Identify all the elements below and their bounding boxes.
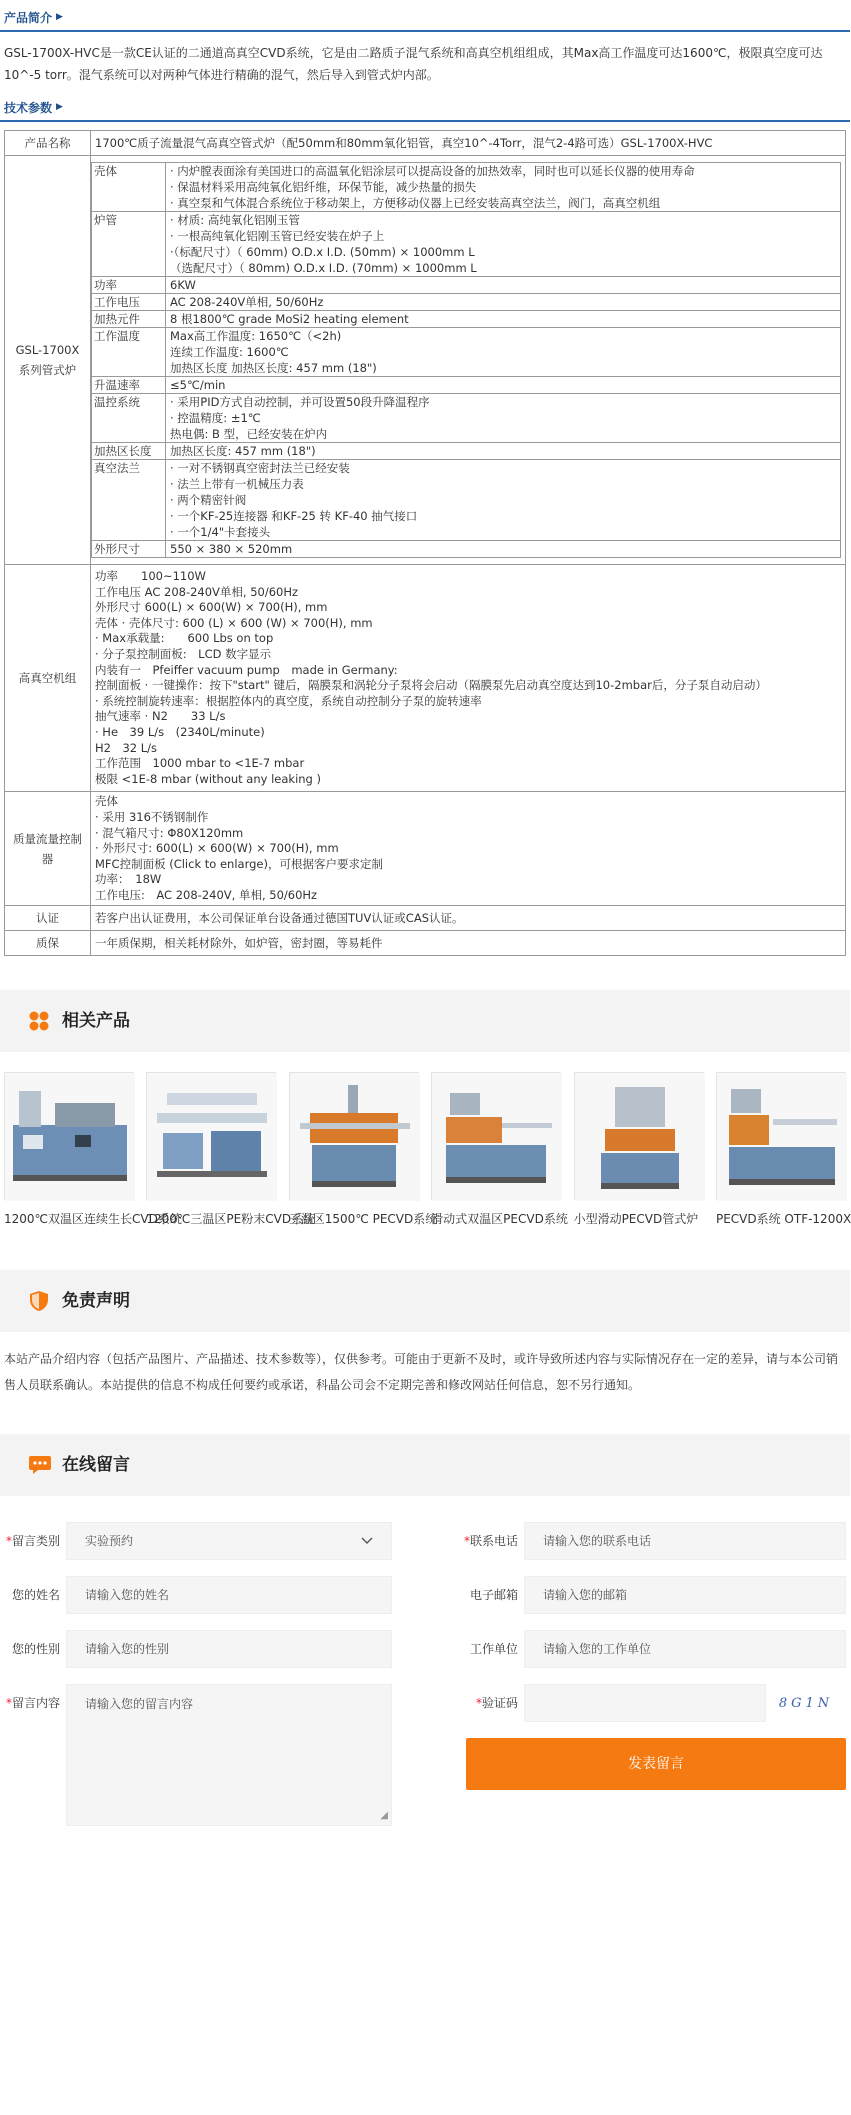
- mfc-line: 工作电压: AC 208-240V, 单相, 50/60Hz: [95, 887, 318, 902]
- gender-row: [4, 1630, 392, 1668]
- type-row: [4, 1522, 392, 1560]
- message-form: [0, 1496, 850, 1826]
- furnace-row: [92, 541, 841, 558]
- product-image[interactable]: [431, 1072, 561, 1200]
- furnace-value: [166, 377, 841, 394]
- spec-name-label: 产品名称: [5, 131, 91, 156]
- related-product-card[interactable]: [146, 1072, 316, 1228]
- spec-row-warranty: [5, 931, 846, 956]
- content-textarea[interactable]: [66, 1684, 392, 1826]
- vacuum-line: 内装有一 Pfeiffer vacuum pump made in Germany:: [95, 662, 398, 677]
- captcha-input[interactable]: [524, 1684, 766, 1722]
- message-title: 在线留言: [62, 1454, 130, 1475]
- furnace-row: [92, 443, 841, 460]
- product-image[interactable]: [146, 1072, 276, 1200]
- intro-heading-bar: [0, 6, 850, 32]
- furnace-value-line: · 真空泵和气体混合系统位于移动架上，方便移动仪器上已经安装高真空法兰，阀门，高真空机组: [170, 196, 661, 210]
- furnace-row: [92, 460, 841, 541]
- type-select-value: 实验预约: [85, 1534, 134, 1549]
- furnace-key: 温控系统: [92, 394, 166, 443]
- intro-text: GSL-1700X-HVC是一款CE认证的二通道高真空CVD系统，它是由二路质子混气系统和高真空机组组成，其Max高工作温度可达1600℃，极限真空度可达10^-5 torr。混气系统可以对两种气体进行精确的混气，然后导入到管式炉内部。: [4, 46, 823, 82]
- furnace-value-line: ≤5℃/min: [170, 378, 226, 392]
- phone-label: *联系电话: [463, 1534, 518, 1549]
- product-name[interactable]: 滑动式双温区PECVD系统: [431, 1212, 568, 1227]
- disclaimer-title-bar: [0, 1270, 850, 1332]
- spec-row-name: [5, 131, 846, 156]
- mfc-lines: [95, 794, 841, 903]
- vacuum-lines: [95, 569, 841, 787]
- furnace-value: [166, 163, 841, 212]
- furnace-value-line: 550 × 380 × 520mm: [170, 542, 293, 556]
- spec-furnace-cell: [91, 156, 846, 565]
- spec-row-furnace: [5, 156, 846, 565]
- furnace-subtable: [91, 162, 841, 558]
- captcha-text: 8G1N: [778, 1695, 834, 1711]
- furnace-value-line: 加热区长度 加热区长度: 457 mm (18"): [170, 361, 377, 375]
- shield-icon: [28, 1290, 50, 1312]
- furnace-value-line: · 两个精密针阀: [170, 493, 247, 507]
- furnace-value: [166, 212, 841, 277]
- vacuum-line: 功率 100~110W: [95, 569, 206, 583]
- caret-right-icon: ▶: [56, 12, 63, 23]
- furnace-value-line: 6KW: [170, 278, 196, 292]
- furnace-value-line: 热电偶: B 型，已经安装在炉内: [170, 427, 328, 441]
- furnace-key: 功率: [92, 277, 166, 294]
- furnace-key: 炉管: [92, 212, 166, 277]
- vacuum-line: 工作电压 AC 208-240V单相, 50/60Hz: [95, 584, 299, 599]
- furnace-row: [92, 377, 841, 394]
- furnace-key: 外形尺寸: [92, 541, 166, 558]
- mfc-line: · 采用 316不锈钢制作: [95, 809, 209, 824]
- furnace-value-line: 8 根1800℃ grade MoSi2 heating element: [170, 312, 409, 326]
- product-name[interactable]: 三温区1500℃ PECVD系统: [288, 1212, 438, 1227]
- vacuum-line: 极限 <1E-8 mbar (without any leaking ): [95, 771, 322, 786]
- message-title-bar: [0, 1434, 850, 1496]
- mfc-line: · 混气箱尺寸: Φ80X120mm: [95, 825, 244, 840]
- caret-right-icon: ▶: [56, 102, 63, 113]
- product-name[interactable]: 1200℃双温区连续生长CVD系统: [4, 1212, 182, 1227]
- company-label: 工作单位: [469, 1642, 518, 1657]
- furnace-key: 升温速率: [92, 377, 166, 394]
- product-name[interactable]: 1200℃三温区PE粉末CVD系统: [146, 1212, 316, 1227]
- email-label: 电子邮箱: [469, 1588, 518, 1603]
- furnace-value: [166, 311, 841, 328]
- mfc-line: MFC控制面板 (Click to enlarge)，可根据客户要求定制: [95, 856, 383, 871]
- furnace-key: 加热区长度: [92, 443, 166, 460]
- tech-heading-bar: [0, 96, 850, 122]
- company-row: [452, 1630, 846, 1668]
- furnace-value-line: · 一个1/4"卡套接头: [170, 525, 271, 539]
- furnace-row: [92, 294, 841, 311]
- phone-row: [452, 1522, 846, 1560]
- captcha-image[interactable]: [766, 1684, 846, 1722]
- furnace-value: [166, 541, 841, 558]
- type-label: *留言类别: [5, 1534, 60, 1549]
- spec-cert-value: 若客户出认证费用，本公司保证单台设备通过德国TUV认证或CAS认证。: [91, 906, 846, 931]
- furnace-row: [92, 394, 841, 443]
- spec-mfc-cell: [91, 792, 846, 906]
- vacuum-line: 工作范围 1000 mbar to <1E-7 mbar: [95, 756, 305, 771]
- furnace-value-line: 连续工作温度: 1600℃: [170, 345, 289, 359]
- product-image[interactable]: [289, 1072, 419, 1200]
- furnace-row: [92, 277, 841, 294]
- mfc-line: 壳体: [95, 794, 118, 809]
- furnace-value-line: · 一个KF-25连接器 和KF-25 转 KF-40 抽气接口: [170, 509, 418, 523]
- product-image[interactable]: [4, 1072, 134, 1200]
- vacuum-line: 壳体 · 壳体尺寸: 600 (L) × 600 (W) × 700(H), mm: [95, 615, 373, 630]
- furnace-value-line: · 控温精度: ±1℃: [170, 411, 261, 425]
- chevron-down-icon: [361, 1532, 373, 1550]
- intro-heading: 产品简介: [4, 11, 53, 25]
- gender-input[interactable]: 请输入您的性别: [66, 1630, 392, 1668]
- furnace-key: 加热元件: [92, 311, 166, 328]
- chat-icon: [28, 1454, 50, 1476]
- company-input[interactable]: 请输入您的工作单位: [524, 1630, 846, 1668]
- related-title: 相关产品: [62, 1010, 130, 1031]
- related-product-card[interactable]: [431, 1072, 568, 1228]
- spec-cert-label: 认证: [5, 906, 91, 931]
- furnace-row: [92, 328, 841, 377]
- spec-warranty-value: 一年质保期，相关耗材除外，如炉管，密封圈，等易耗件: [91, 931, 846, 956]
- email-row: [452, 1576, 846, 1614]
- spec-mfc-label: [5, 792, 91, 906]
- furnace-value-line: · 采用PID方式自动控制，并可设置50段升降温程序: [170, 395, 430, 409]
- furnace-row: [92, 311, 841, 328]
- related-product-card[interactable]: [715, 1072, 851, 1228]
- content-row: [4, 1684, 392, 1826]
- vacuum-line: · 分子泵控制面板: LCD 数字显示: [95, 646, 272, 661]
- related-products-list: [0, 1052, 850, 1228]
- captcha-row: [452, 1684, 846, 1722]
- spec-vacuum-cell: [91, 565, 846, 792]
- product-name[interactable]: PECVD系统 OTF-1200X: [715, 1212, 851, 1227]
- vacuum-line: · 系统控制旋转速率：根据腔体内的真空度，系统自动控制分子泵的旋转速率: [95, 693, 482, 708]
- mfc-line: 功率： 18W: [95, 872, 162, 887]
- vacuum-line: 外形尺寸 600(L) × 600(W) × 700(H), mm: [95, 600, 328, 615]
- furnace-value: [166, 394, 841, 443]
- vacuum-line: 抽气速率 · N2 33 L/s: [95, 709, 226, 724]
- mfc-line: · 外形尺寸: 600(L) × 600(W) × 700(H), mm: [95, 841, 339, 856]
- email-input[interactable]: 请输入您的邮箱: [524, 1576, 846, 1614]
- disclaimer-title: 免责声明: [62, 1290, 130, 1311]
- furnace-value-line: · 材质: 高纯氧化铝刚玉管: [170, 213, 300, 227]
- furnace-key: 工作电压: [92, 294, 166, 311]
- content-label: *留言内容: [5, 1696, 60, 1711]
- product-name[interactable]: 小型滑动PECVD管式炉: [573, 1212, 699, 1227]
- furnace-key: 工作温度: [92, 328, 166, 377]
- related-product-card[interactable]: [288, 1072, 438, 1228]
- spec-vacuum-label: 高真空机组: [5, 565, 91, 792]
- furnace-value: [166, 277, 841, 294]
- furnace-row: [92, 163, 841, 212]
- grid-icon: [28, 1010, 50, 1032]
- furnace-value-line: Max高工作温度: 1650℃（<2h): [170, 329, 342, 343]
- submit-button[interactable]: 发表留言: [466, 1738, 846, 1790]
- furnace-value: [166, 294, 841, 311]
- product-image[interactable]: [574, 1072, 704, 1200]
- furnace-value-line: · 一根高纯氧化铝刚玉管已经安装在炉子上: [170, 229, 385, 243]
- furnace-value: [166, 443, 841, 460]
- name-label: 您的姓名: [11, 1588, 60, 1603]
- spec-warranty-label: 质保: [5, 931, 91, 956]
- furnace-value-line: · 法兰上带有一机械压力表: [170, 477, 304, 491]
- furnace-value-line: · 内炉膛表面涂有美国进口的高温氧化铝涂层可以提高设备的加热效率，同时也可以延长仪器的使用寿命: [170, 164, 695, 178]
- spec-furnace-label: [5, 156, 91, 565]
- resize-handle-icon[interactable]: ◢: [380, 1810, 388, 1822]
- spec-row-cert: [5, 906, 846, 931]
- furnace-key: 真空法兰: [92, 460, 166, 541]
- gender-label: 您的性别: [11, 1642, 60, 1657]
- spec-mfc-label-text: 质量流量控制器: [13, 831, 82, 866]
- name-input[interactable]: 请输入您的姓名: [66, 1576, 392, 1614]
- phone-input[interactable]: 请输入您的联系电话: [524, 1522, 846, 1560]
- vacuum-line: · He 39 L/s (2340L/minute): [95, 724, 265, 739]
- furnace-value: [166, 460, 841, 541]
- furnace-value-line: · 一对不锈钢真空密封法兰已经安装: [170, 461, 350, 475]
- captcha-label: *验证码: [475, 1696, 518, 1711]
- furnace-value-line: AC 208-240V单相, 50/60Hz: [170, 295, 324, 309]
- product-detail-page: [0, 6, 850, 2115]
- furnace-key: 壳体: [92, 163, 166, 212]
- tech-heading: 技术参数: [4, 101, 53, 115]
- spec-table: [4, 130, 846, 956]
- related-product-card[interactable]: [4, 1072, 182, 1228]
- spec-furnace-label-text: GSL-1700X 系列管式炉: [15, 343, 80, 377]
- furnace-value-line: 加热区长度: 457 mm (18"): [170, 444, 316, 458]
- related-product-card[interactable]: [574, 1072, 704, 1228]
- spec-name-value: 1700℃质子流量混气高真空管式炉（配50mm和80mm氧化铝管，真空10^-4Torr，混气2-4路可选）GSL-1700X-HVC: [91, 131, 846, 156]
- spec-row-vacuum: [5, 565, 846, 792]
- spec-row-mfc: [5, 792, 846, 906]
- disclaimer-text: 本站产品介绍内容（包括产品图片、产品描述、技术参数等），仅供参考。可能由于更新不及时，或许导致所述内容与实际情况存在一定的差异，请与本公司销售人员联系确认。本站提供的信息不构成任何要约或承诺，科晶公司会不定期完善和修改网站任何信息，恕不另行通知。: [4, 1352, 839, 1393]
- vacuum-line: H2 32 L/s: [95, 740, 158, 755]
- related-title-bar: [0, 990, 850, 1052]
- furnace-value: [166, 328, 841, 377]
- content-placeholder: 请输入您的留言内容: [85, 1697, 194, 1712]
- furnace-value-line: · 保温材料采用高纯氧化铝纤维，环保节能，减少热量的损失: [170, 180, 477, 194]
- vacuum-line: · Max承载量: 600 Lbs on top: [95, 631, 274, 646]
- vacuum-line: 控制面板 · 一键操作：按下"start" 键后，隔膜泵和涡轮分子泵将会启动（隔膜泵先启动真空度达到10-2mbar后，分子泵自动启动）: [95, 678, 767, 693]
- furnace-value-line: （选配尺寸）（ 80mm) O.D.x I.D. (70mm) × 1000mm L: [170, 261, 477, 275]
- type-select[interactable]: [66, 1522, 392, 1560]
- furnace-row: [92, 212, 841, 277]
- name-row: [4, 1576, 392, 1614]
- product-image[interactable]: [716, 1072, 846, 1200]
- furnace-value-line: ·（标配尺寸）（ 60mm) O.D.x I.D. (50mm) × 1000mm L: [170, 245, 475, 259]
